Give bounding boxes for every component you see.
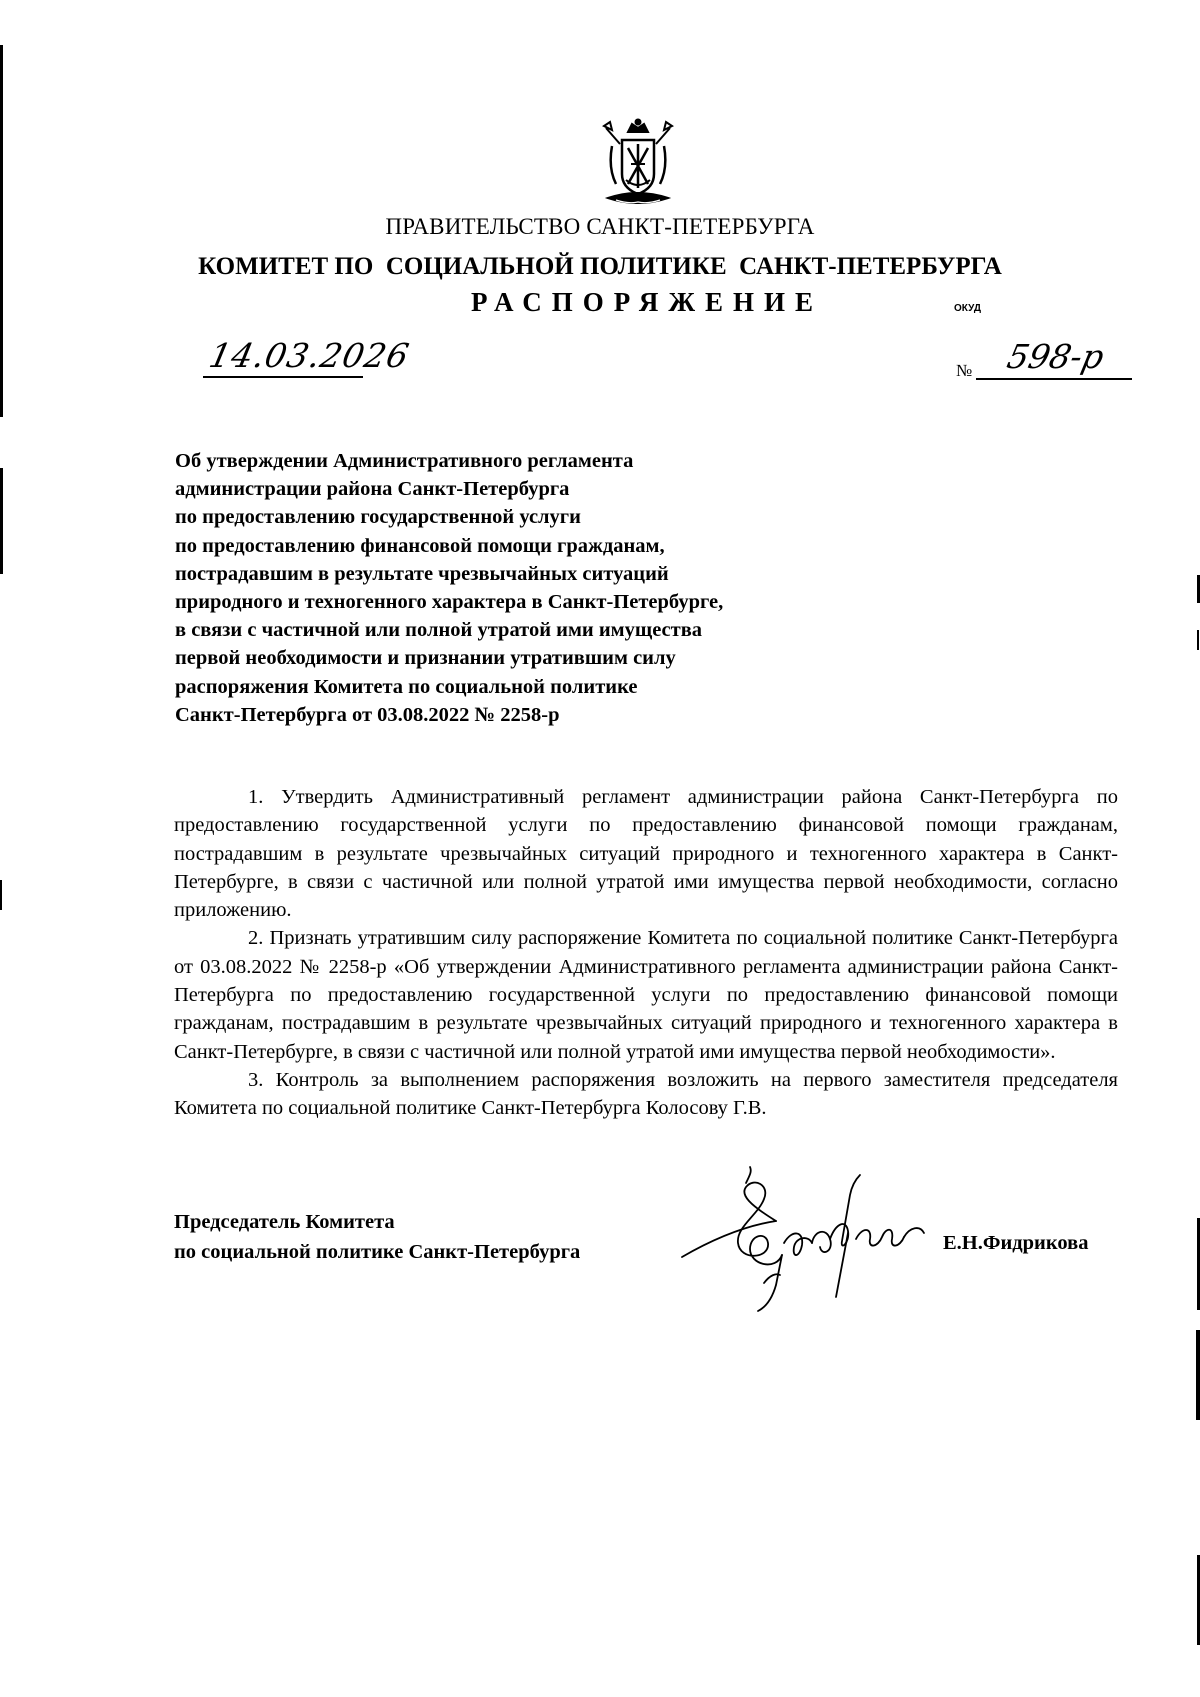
scan-edge-mark: [0, 880, 2, 910]
title-line: администрации района Санкт-Петербурга: [175, 478, 570, 501]
scan-edge-mark: [0, 468, 3, 574]
signature-icon: [680, 1165, 945, 1313]
signatory-position: [174, 1207, 580, 1267]
okud-label: ОКУД: [954, 303, 981, 314]
title-line: по предоставлению финансовой помощи гражданам,: [175, 534, 665, 557]
position-line: Председатель Комитета: [174, 1211, 395, 1233]
handwritten-number: 598-р: [1003, 337, 1108, 376]
title-line: по предоставлению государственной услуги: [175, 506, 581, 529]
government-heading: ПРАВИТЕЛЬСТВО САНКТ-ПЕТЕРБУРГА: [385, 214, 815, 239]
title-line: Санкт-Петербурга от 03.08.2022 № 2258-р: [175, 703, 560, 726]
position-line: по социальной политике Санкт-Петербурга: [174, 1241, 581, 1263]
document-body: [174, 783, 1118, 1123]
paragraph-1: 1. Утвердить Административный регламент администрации района Санкт-Петербурга по предоставлению государственной услуги по предоставлению финансовой помощи гражданам, пострадавшим в результате чрезвычайных ситуаций природного и техногенного характера в Санкт-Петербурге, в связи с частичной или полной утратой ими имущества первой необходимости, согласно приложению.: [174, 786, 1118, 922]
scan-edge-mark: [1196, 1330, 1200, 1420]
title-line: пострадавшим в результате чрезвычайных ситуаций: [175, 562, 669, 585]
handwritten-date: 14.03.2026: [205, 336, 414, 375]
committee-heading: КОМИТЕТ ПО СОЦИАЛЬНОЙ ПОЛИТИКЕ САНКТ-ПЕТЕРБУРГА: [198, 253, 1002, 280]
title-line: в связи с частичной или полной утратой ими имущества: [175, 619, 703, 642]
number-label: №: [956, 361, 973, 380]
paragraph-2: 2. Признать утратившим силу распоряжение Комитета по социальной политике Санкт-Петербурга от 03.08.2022 № 2258-р «Об утверждении Административного регламента администрации района Санкт-Петербурга по предоставлению государственной услуги по предоставлению финансовой помощи гражданам, пострадавшим в результате чрезвычайных ситуаций природного и техногенного характера в Санкт-Петербурге, в связи с частичной или полной утратой ими имущества первой необходимости».: [174, 927, 1118, 1063]
document-title: [175, 447, 875, 729]
scan-edge-mark: [1197, 630, 1199, 650]
title-line: первой необходимости и признании утратившим силу: [175, 647, 676, 670]
paragraph-3: 3. Контроль за выполнением распоряжения возложить на первого заместителя председателя Комитета по социальной политике Санкт-Петербурга Колосову Г.В.: [174, 1068, 1118, 1120]
date-underline: [203, 376, 363, 378]
number-underline: [976, 378, 1132, 380]
title-line: распоряжения Комитета по социальной политике: [175, 675, 638, 698]
title-line: природного и техногенного характера в Санкт-Петербурге,: [175, 591, 724, 614]
title-line: Об утверждении Административного регламента: [175, 450, 634, 472]
signatory-name: Е.Н.Фидрикова: [943, 1232, 1089, 1254]
document-type-heading: РАСПОРЯЖЕНИЕ: [471, 287, 824, 317]
coat-of-arms-icon: [598, 118, 678, 210]
